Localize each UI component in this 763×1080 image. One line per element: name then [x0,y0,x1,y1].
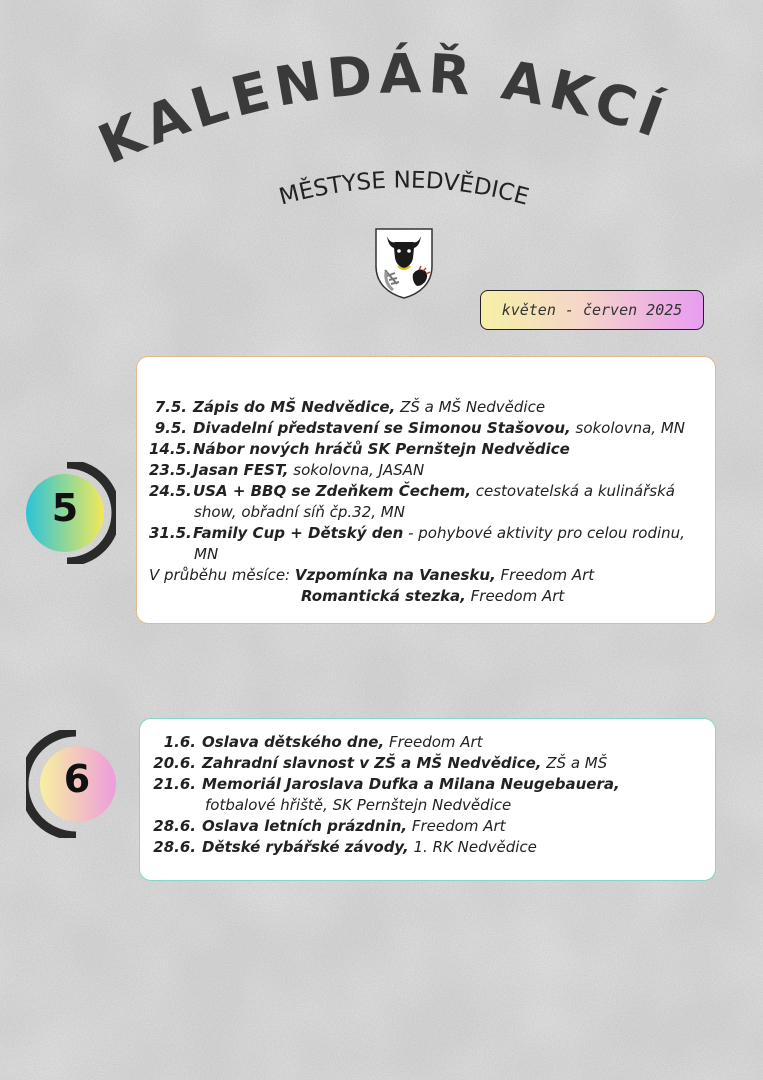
may-events-panel [136,356,716,624]
page-subtitle: MĚSTYSE NEDVĚDICE [276,167,532,211]
event-text [202,774,620,795]
event-row [149,460,699,481]
event-text [193,460,424,481]
event-location: cestovatelská a kulinářská [470,482,675,500]
event-location: 1. RK Nedvědice [408,838,537,856]
event-row [149,439,699,460]
event-location: - pohybové aktivity pro celou rodinu, [403,524,685,542]
event-row [148,837,699,858]
month-badge-number: 5 [51,486,79,530]
month-badge-june [26,730,120,838]
event-row [149,481,699,502]
event-name: Vzpomínka na Vanesku, [294,566,496,584]
event-location: Freedom Art [495,566,595,584]
event-location: Freedom Art [384,733,483,751]
event-name: Divadelní představení se Simonou Stašovou, [193,419,571,437]
month-badge-may [22,462,116,564]
page-title: KALENDÁŘ AKCÍ [89,42,677,177]
event-date: 23.5. [149,461,192,479]
event-location: sokolovna, JASAN [288,461,425,479]
june-events-panel [139,718,716,881]
event-row [148,816,699,837]
event-continuation: show, obřadní síň čp.32, MN [194,503,405,521]
event-date: 20.6. [153,754,196,772]
event-name: Oslava letních prázdnin, [202,817,408,835]
month-long-event [149,586,699,607]
event-date: 1.6. [163,733,196,751]
event-name: Nábor nových hráčů SK Pernštejn Nedvědice [193,440,570,458]
event-name: USA + BBQ se Zdeňkem Čechem, [193,482,471,500]
event-row [149,397,699,418]
bull-and-bear-coat-of-arms-icon [373,226,435,300]
event-continuation: fotbalové hřiště, SK Pernštejn Nedvědice [205,796,512,814]
month-long-event [149,565,699,586]
event-location: ZŠ a MŠ [541,754,608,772]
event-location: ZŠ a MŠ Nedvědice [395,398,546,416]
month-badge-number: 6 [63,757,91,801]
event-name: Dětské rybářské závody, [202,838,409,856]
event-location: sokolovna, MN [570,419,685,437]
event-date: 31.5. [149,524,192,542]
header [0,0,763,230]
event-name: Oslava dětského dne, [202,733,385,751]
event-row [149,523,699,544]
event-row [148,774,699,795]
event-row [148,753,699,774]
event-text [202,816,506,837]
event-name: Family Cup + Dětský den [193,524,404,542]
event-row [149,418,699,439]
event-name: Jasan FEST, [193,461,289,479]
event-date: 9.5. [154,419,187,437]
event-text [193,418,685,439]
event-name: Memoriál Jaroslava Dufka a Milana Neugebauera, [202,775,620,793]
event-location: Freedom Art [465,587,565,605]
event-date: 24.5. [149,482,192,500]
event-text [202,753,607,774]
event-text [193,397,545,418]
event-date: 28.6. [153,817,196,835]
event-text [193,439,570,460]
date-range-badge: květen - červen 2025 [480,290,704,330]
event-name: Romantická stezka, [301,587,466,605]
event-date: 14.5. [149,440,192,458]
event-row [148,732,699,753]
event-text [202,732,483,753]
event-date: 21.6. [153,775,196,793]
event-text [193,523,685,544]
event-text [202,837,537,858]
event-date: 28.6. [153,838,196,856]
event-name: Zahradní slavnost v ZŠ a MŠ Nedvědice, [202,754,542,772]
event-text [193,481,675,502]
event-date: 7.5. [154,398,187,416]
event-continuation: MN [194,545,219,563]
event-location: Freedom Art [407,817,506,835]
month-label: V průběhu měsíce: [149,566,295,584]
event-name: Zápis do MŠ Nedvědice, [193,398,396,416]
